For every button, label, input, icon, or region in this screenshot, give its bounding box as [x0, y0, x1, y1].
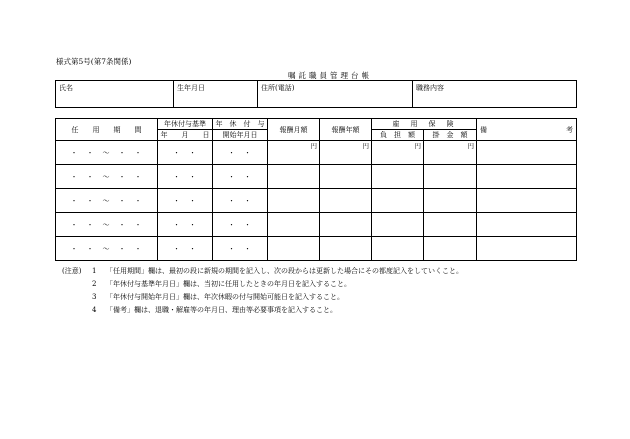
- burden-cell[interactable]: 円: [372, 141, 424, 165]
- address-field[interactable]: [258, 81, 413, 108]
- table-row: [56, 189, 577, 213]
- header-monthly-pay: 報酬月額: [268, 119, 320, 141]
- annual-pay-cell[interactable]: 円: [320, 141, 372, 165]
- burden-cell[interactable]: [372, 237, 424, 261]
- header-employment-insurance: 雇 用 保 険: [372, 119, 477, 130]
- premium-cell[interactable]: [424, 189, 477, 213]
- header-base-date-top: 年休付与基準: [158, 119, 213, 130]
- period-cell[interactable]: ・ ・ 〜 ・ ・: [56, 237, 158, 261]
- monthly-pay-cell[interactable]: [268, 189, 320, 213]
- remarks-cell[interactable]: [477, 165, 577, 189]
- note-number: 4: [92, 306, 97, 314]
- note-item: [62, 278, 463, 291]
- header-burden: 負 担 額: [372, 130, 424, 141]
- employee-info-table: [55, 80, 577, 108]
- header-start-date-top: 年 休 付 与: [213, 119, 268, 130]
- note-text: 「年休付与基準年月日」欄は、当初に任用したときの年月日を記入すること。: [106, 280, 351, 288]
- start-date-cell[interactable]: ・ ・: [213, 165, 268, 189]
- name-label: 氏名: [59, 84, 73, 92]
- header-remarks: [477, 119, 577, 141]
- notes-section: [62, 265, 463, 317]
- remarks-char-2: 考: [566, 125, 573, 134]
- notes-prefix: (注意): [62, 267, 82, 275]
- base-date-cell[interactable]: ・ ・: [158, 141, 213, 165]
- header-period: 任 用 期 間: [56, 119, 158, 141]
- birth-date-field[interactable]: [174, 81, 258, 108]
- header-annual-pay: 報酬年額: [320, 119, 372, 141]
- monthly-pay-cell[interactable]: [268, 213, 320, 237]
- table-row: [56, 165, 577, 189]
- base-date-cell[interactable]: ・ ・: [158, 213, 213, 237]
- birth-date-label: 生年月日: [177, 84, 205, 92]
- base-date-cell[interactable]: ・ ・: [158, 165, 213, 189]
- duties-label: 職務内容: [416, 84, 444, 92]
- note-number: 3: [92, 293, 97, 301]
- monthly-pay-cell[interactable]: [268, 165, 320, 189]
- note-number: 1: [92, 267, 97, 275]
- start-date-cell[interactable]: ・ ・: [213, 237, 268, 261]
- remarks-cell[interactable]: [477, 141, 577, 165]
- remarks-cell[interactable]: [477, 213, 577, 237]
- name-field[interactable]: [56, 81, 174, 108]
- header-base-date-bottom: 年 月 日: [158, 130, 213, 141]
- header-premium: 掛 金 額: [424, 130, 477, 141]
- header-start-date-bottom: 開始年月日: [213, 130, 268, 141]
- table-row: [56, 213, 577, 237]
- duties-field[interactable]: [413, 81, 577, 108]
- note-item: [62, 265, 463, 278]
- period-cell[interactable]: ・ ・ 〜 ・ ・: [56, 165, 158, 189]
- form-number-label: 様式第5号(第7条関係): [56, 57, 132, 66]
- burden-cell[interactable]: [372, 213, 424, 237]
- base-date-cell[interactable]: ・ ・: [158, 237, 213, 261]
- document-title: 嘱託職員管理台帳: [288, 71, 372, 80]
- remarks-char-1: 備: [480, 125, 487, 134]
- premium-cell[interactable]: 円: [424, 141, 477, 165]
- annual-pay-cell[interactable]: [320, 213, 372, 237]
- start-date-cell[interactable]: ・ ・: [213, 141, 268, 165]
- table-row: [56, 141, 577, 165]
- period-cell[interactable]: ・ ・ 〜 ・ ・: [56, 189, 158, 213]
- premium-cell[interactable]: [424, 237, 477, 261]
- start-date-cell[interactable]: ・ ・: [213, 213, 268, 237]
- note-item: [62, 304, 463, 317]
- burden-cell[interactable]: [372, 165, 424, 189]
- annual-pay-cell[interactable]: [320, 237, 372, 261]
- remarks-cell[interactable]: [477, 189, 577, 213]
- monthly-pay-cell[interactable]: [268, 237, 320, 261]
- note-text: 「備考」欄は、退職・解雇等の年月日、理由等必要事項を記入すること。: [106, 306, 337, 314]
- burden-cell[interactable]: [372, 189, 424, 213]
- table-row: [56, 237, 577, 261]
- note-number: 2: [92, 280, 97, 288]
- monthly-pay-cell[interactable]: 円: [268, 141, 320, 165]
- premium-cell[interactable]: [424, 213, 477, 237]
- annual-pay-cell[interactable]: [320, 189, 372, 213]
- note-text: 「任用期間」欄は、最初の段に新規の期間を記入し、次の段からは更新した場合にその都度記入をしていくこと。: [106, 267, 463, 275]
- employment-record-table: [55, 118, 577, 261]
- annual-pay-cell[interactable]: [320, 165, 372, 189]
- period-cell[interactable]: ・ ・ 〜 ・ ・: [56, 141, 158, 165]
- base-date-cell[interactable]: ・ ・: [158, 189, 213, 213]
- premium-cell[interactable]: [424, 165, 477, 189]
- address-label: 住所(電話): [261, 84, 295, 92]
- remarks-cell[interactable]: [477, 237, 577, 261]
- note-item: [62, 291, 463, 304]
- start-date-cell[interactable]: ・ ・: [213, 189, 268, 213]
- note-text: 「年休付与開始年月日」欄は、年次休暇の付与開始可能日を記入すること。: [106, 293, 344, 301]
- period-cell[interactable]: ・ ・ 〜 ・ ・: [56, 213, 158, 237]
